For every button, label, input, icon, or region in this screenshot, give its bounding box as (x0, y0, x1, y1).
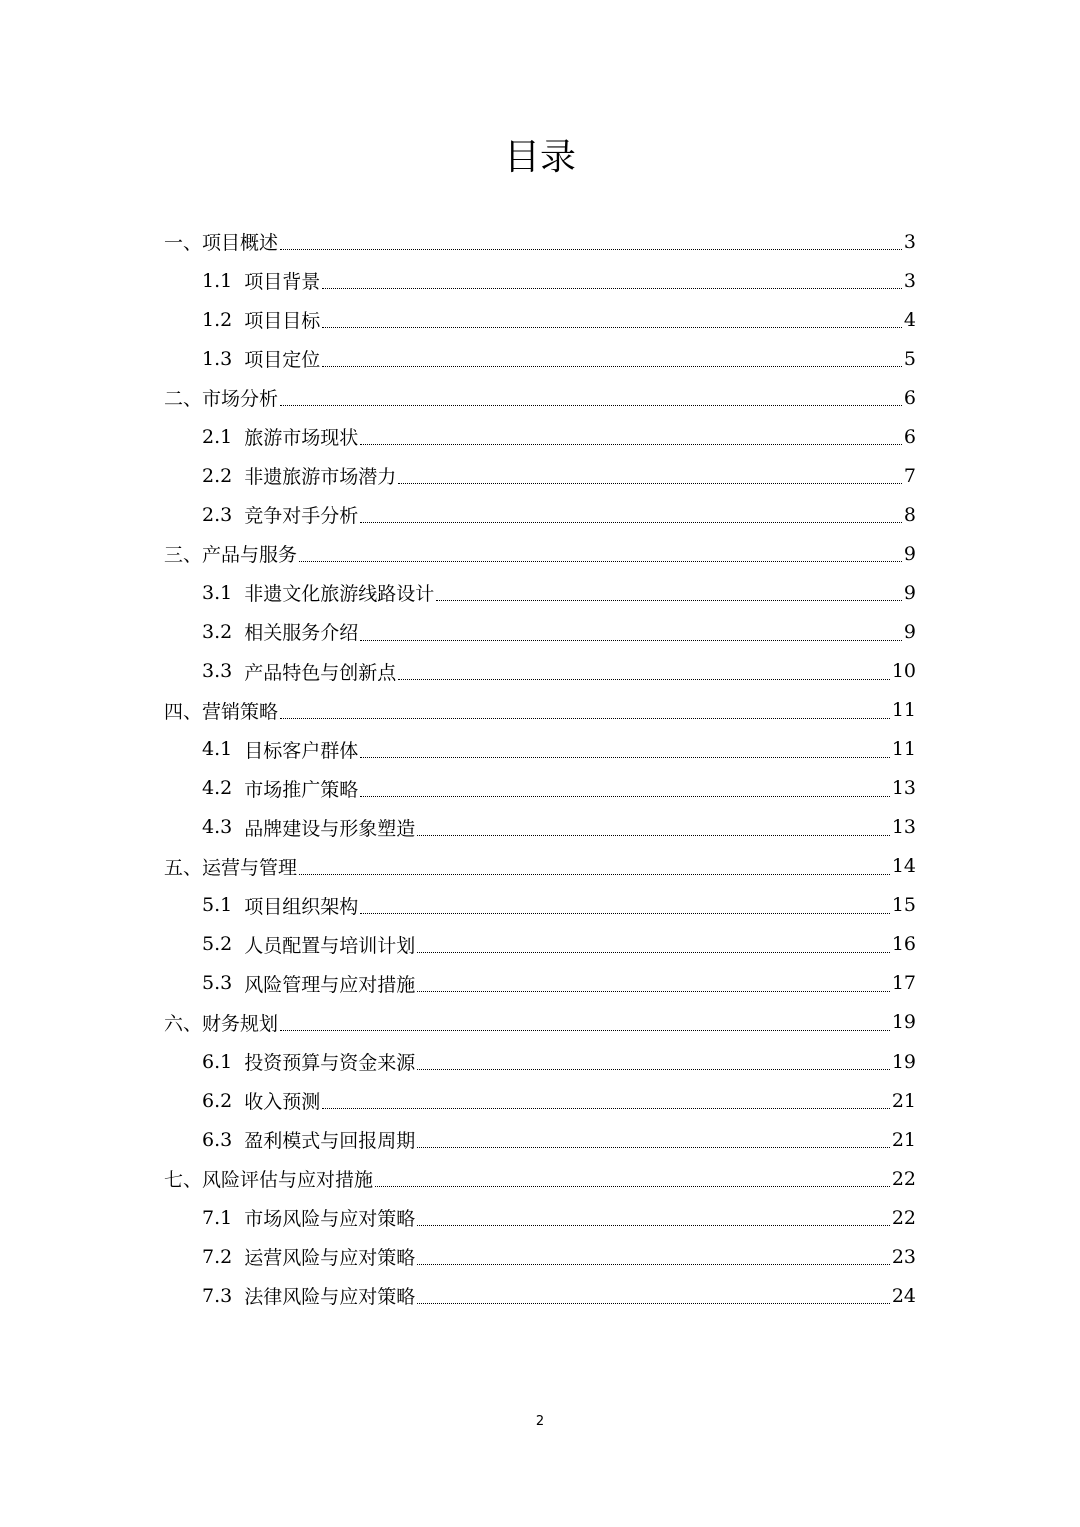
toc-entry-title: 产品与服务 (202, 544, 298, 567)
toc-section-entry[interactable] (0, 495, 1080, 534)
toc-entry-title: 营销策略 (202, 700, 279, 723)
toc-section-entry[interactable] (0, 730, 1080, 769)
toc-dot-leader (360, 444, 902, 445)
toc-chapter-entry[interactable] (0, 847, 1080, 886)
toc-entry-title: 盈利模式与回报周期 (244, 1130, 416, 1153)
toc-dot-leader (280, 249, 902, 250)
toc-entry-title: 产品特色与创新点 (244, 661, 397, 684)
toc-section-entry[interactable] (0, 808, 1080, 847)
toc-entry-number: 2.1 (202, 425, 245, 448)
toc-section-entry[interactable] (0, 1120, 1080, 1159)
toc-entry-title: 相关服务介绍 (244, 622, 359, 645)
toc-entry-number: 三、 (164, 544, 203, 567)
toc-dot-leader (360, 757, 890, 758)
toc-entry-title: 市场风险与应对策略 (244, 1208, 416, 1231)
toc-dot-leader (360, 796, 890, 797)
toc-entry-page: 3 (903, 269, 916, 292)
toc-section-entry[interactable] (0, 1042, 1080, 1081)
toc-entry-page: 3 (903, 230, 916, 253)
toc-entry-page: 17 (891, 972, 916, 995)
toc-entry-title: 风险评估与应对措施 (202, 1169, 374, 1192)
toc-dot-leader (417, 952, 890, 953)
toc-entry-page: 16 (891, 933, 916, 956)
toc-entry-title: 运营风险与应对策略 (244, 1247, 416, 1270)
toc-dot-leader (280, 1030, 890, 1031)
toc-entry-title: 财务规划 (202, 1012, 279, 1035)
toc-entry-page: 13 (891, 816, 916, 839)
toc-section-entry[interactable] (0, 964, 1080, 1003)
toc-entry-number: 七、 (164, 1169, 203, 1192)
toc-dot-leader (322, 1108, 890, 1109)
toc-section-entry[interactable] (0, 1081, 1080, 1120)
toc-entry-title: 非遗旅游市场潜力 (244, 466, 397, 489)
toc-dot-leader (280, 718, 890, 719)
toc-dot-leader (360, 913, 890, 914)
toc-entry-number: 3.1 (202, 581, 245, 604)
toc-entry-page: 19 (891, 1050, 916, 1073)
toc-section-entry[interactable] (0, 261, 1080, 300)
toc-section-entry[interactable] (0, 886, 1080, 925)
toc-entry-number: 1.1 (202, 269, 245, 292)
table-of-contents (0, 222, 1080, 1315)
toc-entry-number: 4.3 (202, 816, 245, 839)
toc-entry-number: 六、 (164, 1012, 203, 1035)
toc-section-entry[interactable] (0, 1198, 1080, 1237)
toc-section-entry[interactable] (0, 1237, 1080, 1276)
toc-entry-number: 7.2 (202, 1245, 245, 1268)
toc-entry-number: 3.3 (202, 660, 245, 683)
toc-entry-number: 1.3 (202, 347, 245, 370)
toc-dot-leader (375, 1186, 890, 1187)
toc-entry-title: 市场推广策略 (244, 778, 359, 801)
toc-section-entry[interactable] (0, 300, 1080, 339)
toc-dot-leader (417, 991, 890, 992)
toc-dot-leader (299, 874, 890, 875)
toc-entry-page: 6 (903, 386, 916, 409)
toc-entry-number: 1.2 (202, 308, 245, 331)
toc-entry-number: 5.2 (202, 933, 245, 956)
toc-entry-number: 5.3 (202, 972, 245, 995)
toc-dot-leader (398, 483, 902, 484)
toc-entry-number: 4.2 (202, 777, 245, 800)
page-number: 2 (535, 1414, 545, 1429)
toc-entry-page: 11 (891, 738, 916, 761)
toc-dot-leader (398, 679, 890, 680)
toc-entry-title: 市场分析 (202, 388, 279, 411)
toc-entry-number: 2.2 (202, 464, 245, 487)
toc-section-entry[interactable] (0, 612, 1080, 651)
toc-entry-title: 目标客户群体 (244, 739, 359, 762)
toc-dot-leader (436, 600, 902, 601)
toc-dot-leader (322, 327, 902, 328)
toc-chapter-entry[interactable] (0, 222, 1080, 261)
toc-entry-page: 21 (891, 1089, 916, 1112)
toc-section-entry[interactable] (0, 652, 1080, 691)
toc-entry-page: 14 (891, 855, 916, 878)
toc-entry-number: 4.1 (202, 738, 245, 761)
toc-section-entry[interactable] (0, 417, 1080, 456)
toc-entry-title: 运营与管理 (202, 856, 298, 879)
toc-section-entry[interactable] (0, 1276, 1080, 1315)
toc-dot-leader (280, 405, 902, 406)
toc-chapter-entry[interactable] (0, 691, 1080, 730)
toc-entry-page: 23 (891, 1245, 916, 1268)
toc-section-entry[interactable] (0, 769, 1080, 808)
toc-entry-title: 品牌建设与形象塑造 (244, 817, 416, 840)
toc-entry-page: 4 (903, 308, 916, 331)
toc-dot-leader (322, 366, 902, 367)
toc-entry-page: 9 (903, 620, 916, 643)
toc-entry-number: 3.2 (202, 620, 245, 643)
toc-entry-number: 7.3 (202, 1284, 245, 1307)
toc-dot-leader (360, 522, 902, 523)
toc-chapter-entry[interactable] (0, 1159, 1080, 1198)
toc-section-entry[interactable] (0, 573, 1080, 612)
toc-entry-number: 7.1 (202, 1206, 245, 1229)
toc-entry-page: 6 (903, 425, 916, 448)
toc-dot-leader (417, 1264, 890, 1265)
toc-entry-title: 项目概述 (202, 232, 279, 255)
toc-entry-number: 6.1 (202, 1050, 245, 1073)
toc-entry-page: 19 (891, 1011, 916, 1034)
toc-entry-number: 2.3 (202, 503, 245, 526)
toc-entry-title: 项目组织架构 (244, 895, 359, 918)
toc-entry-page: 5 (903, 347, 916, 370)
toc-entry-title: 项目背景 (244, 271, 321, 294)
toc-section-entry[interactable] (0, 925, 1080, 964)
page-title: 目录 (503, 137, 576, 178)
toc-entry-number: 五、 (164, 856, 203, 879)
toc-dot-leader (322, 288, 902, 289)
toc-entry-page: 11 (891, 699, 916, 722)
toc-entry-title: 收入预测 (244, 1091, 321, 1114)
toc-entry-page: 22 (891, 1167, 916, 1190)
toc-entry-page: 21 (891, 1128, 916, 1151)
toc-entry-title: 竞争对手分析 (244, 505, 359, 528)
toc-dot-leader (417, 835, 890, 836)
toc-entry-number: 6.2 (202, 1089, 245, 1112)
toc-entry-page: 7 (903, 464, 916, 487)
toc-dot-leader (299, 561, 902, 562)
toc-entry-number: 二、 (164, 388, 203, 411)
toc-dot-leader (360, 640, 902, 641)
toc-entry-title: 人员配置与培训计划 (244, 934, 416, 957)
toc-entry-title: 项目目标 (244, 310, 321, 333)
toc-entry-page: 10 (891, 660, 916, 683)
toc-section-entry[interactable] (0, 456, 1080, 495)
toc-entry-page: 24 (891, 1284, 916, 1307)
toc-entry-page: 9 (903, 581, 916, 604)
toc-entry-number: 5.1 (202, 894, 245, 917)
toc-dot-leader (417, 1303, 890, 1304)
toc-section-entry[interactable] (0, 339, 1080, 378)
toc-entry-page: 22 (891, 1206, 916, 1229)
toc-entry-number: 6.3 (202, 1128, 245, 1151)
toc-entry-number: 四、 (164, 700, 203, 723)
toc-entry-title: 风险管理与应对措施 (244, 973, 416, 996)
toc-dot-leader (417, 1147, 890, 1148)
toc-dot-leader (417, 1069, 890, 1070)
toc-chapter-entry[interactable] (0, 534, 1080, 573)
toc-entry-title: 法律风险与应对策略 (244, 1286, 416, 1309)
toc-entry-page: 9 (903, 542, 916, 565)
toc-entry-title: 投资预算与资金来源 (244, 1052, 416, 1074)
toc-dot-leader (417, 1225, 890, 1226)
toc-chapter-entry[interactable] (0, 378, 1080, 417)
toc-entry-title: 项目定位 (244, 349, 321, 372)
toc-entry-title: 旅游市场现状 (244, 427, 359, 450)
toc-entry-page: 13 (891, 777, 916, 800)
toc-entry-page: 8 (903, 503, 916, 526)
toc-entry-number: 一、 (164, 232, 203, 255)
toc-chapter-entry[interactable] (0, 1003, 1080, 1042)
toc-entry-page: 15 (891, 894, 916, 917)
toc-entry-title: 非遗文化旅游线路设计 (244, 583, 435, 606)
